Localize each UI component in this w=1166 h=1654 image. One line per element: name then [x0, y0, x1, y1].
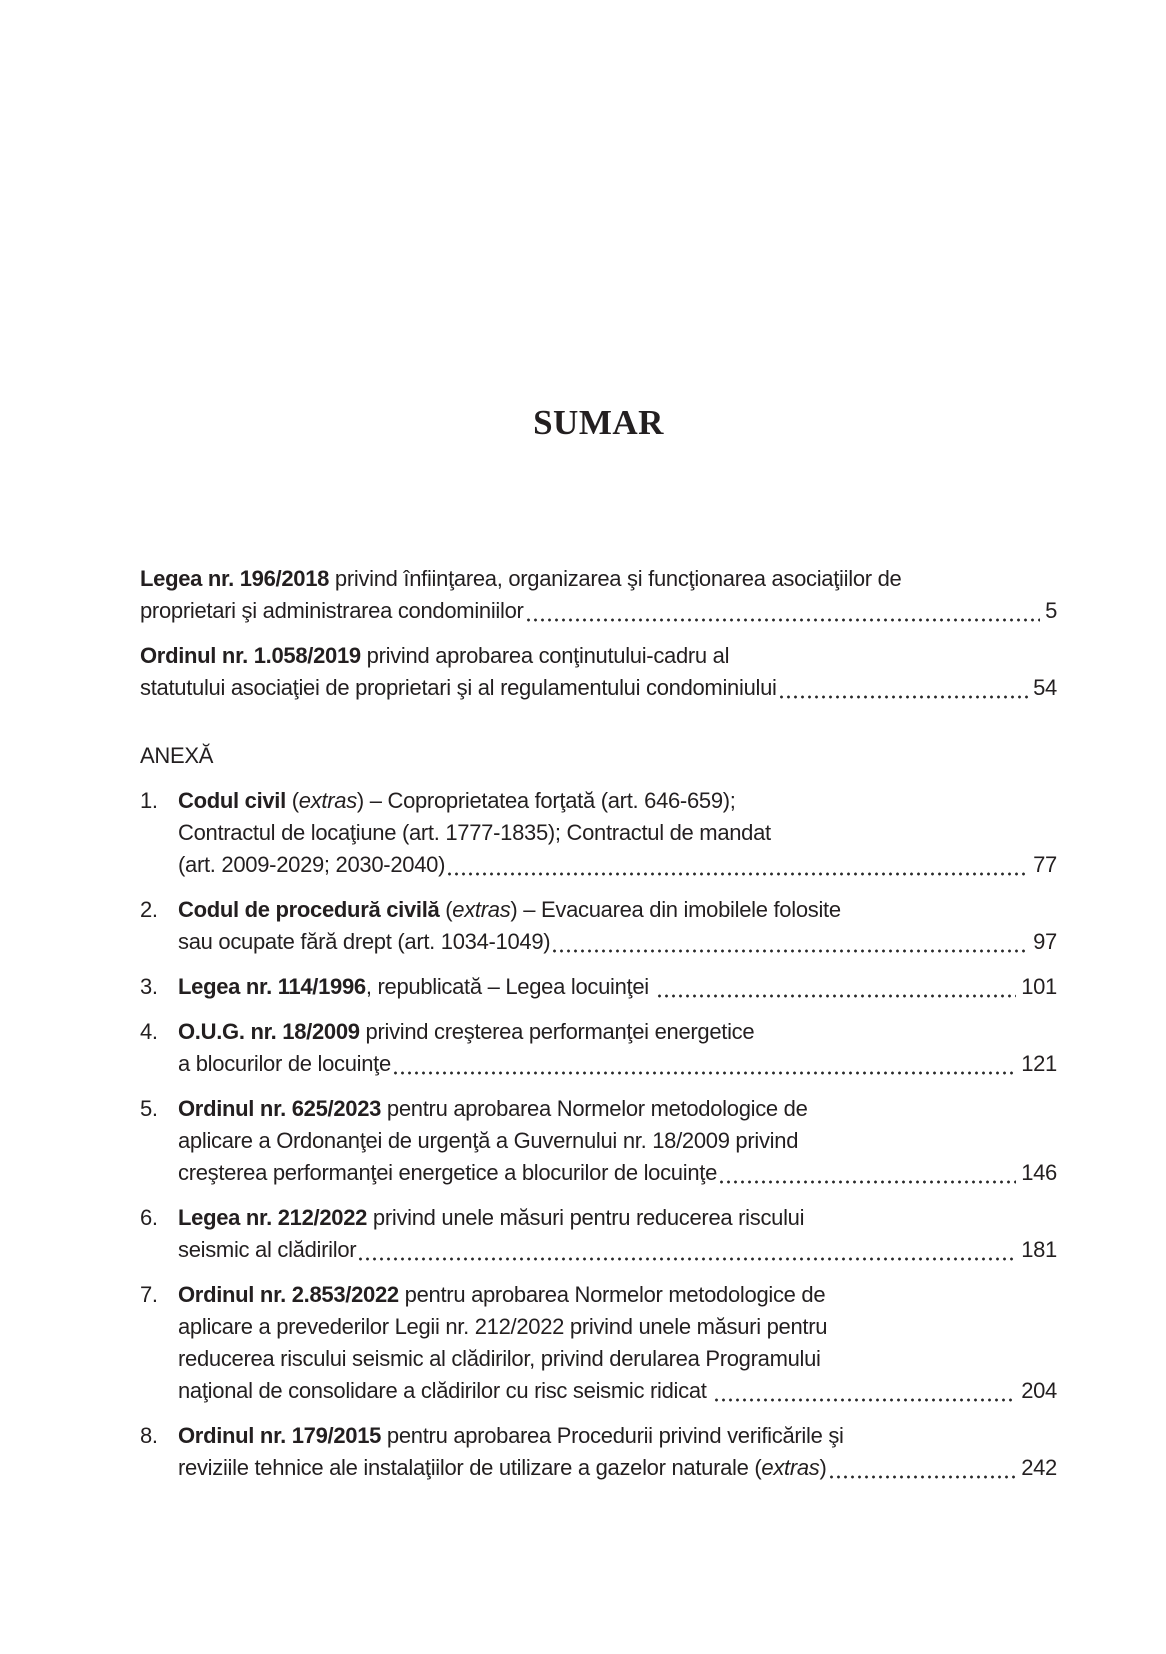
- table-of-contents: [140, 563, 1057, 1484]
- item-line: [178, 1311, 1057, 1343]
- item-line: [178, 1279, 1057, 1311]
- item-text: creşterea performanţei energetice a blocurilor de locuinţe: [178, 1160, 718, 1185]
- item-last-line: [178, 971, 1057, 1003]
- item-text: ): [819, 1455, 827, 1480]
- item-text: pentru aprobarea Normelor metodologice de: [381, 1096, 808, 1121]
- entry-text: statutului asociaţiei de proprietari şi al regulamentului condominiului: [140, 675, 777, 700]
- annex-item: [140, 1279, 1057, 1407]
- item-text: reviziile tehnice ale instalaţiilor de utilizare a gazelor naturale (: [178, 1455, 762, 1480]
- item-term: Codul civil: [178, 788, 286, 813]
- entry-last-line: [140, 672, 1057, 704]
- item-term: Legea nr. 114/1996: [178, 974, 366, 999]
- item-line: [178, 894, 1057, 926]
- item-number: 1.: [140, 788, 158, 813]
- item-content: [178, 971, 1057, 1003]
- page-number: 77: [1033, 852, 1057, 877]
- item-content: [178, 1202, 1057, 1266]
- item-term: Ordinul nr. 625/2023: [178, 1096, 382, 1121]
- page-number: 204: [1021, 1378, 1057, 1403]
- item-text: naţional de consolidare a clădirilor cu risc seismic ridicat: [178, 1378, 713, 1403]
- dot-leader: [448, 872, 1028, 876]
- annex-item: [140, 894, 1057, 958]
- item-content: [178, 1420, 1057, 1484]
- item-text: (art. 2009-2029; 2030-2040): [178, 852, 446, 877]
- item-content: [178, 1016, 1057, 1080]
- item-content: [178, 894, 1057, 958]
- item-last-line: [178, 1234, 1057, 1266]
- item-text: , republicată – Legea locuinţei: [365, 974, 655, 999]
- entry-text: proprietari şi administrarea condominiilor: [140, 598, 524, 623]
- item-text-italic: extras: [452, 897, 511, 922]
- item-last-line: [178, 926, 1057, 958]
- item-content: [178, 1279, 1057, 1407]
- entry-last-line: [140, 595, 1057, 627]
- item-text: privind unele măsuri pentru reducerea riscului: [367, 1205, 805, 1230]
- item-line: [178, 1125, 1057, 1157]
- item-text: a blocurilor de locuinţe: [178, 1051, 391, 1076]
- entry-text: privind înfiinţarea, organizarea şi funcţionarea asociaţiilor de: [329, 566, 902, 591]
- item-term: Ordinul nr. 179/2015: [178, 1423, 382, 1448]
- item-last-line: [178, 1452, 1057, 1484]
- entry-term: Ordinul nr. 1.058/2019: [140, 643, 361, 668]
- page-number: 97: [1033, 929, 1057, 954]
- item-term: O.U.G. nr. 18/2009: [178, 1019, 360, 1044]
- item-term-wrap: [178, 971, 655, 1003]
- annex-item: [140, 1420, 1057, 1484]
- annex-item: [140, 1016, 1057, 1080]
- item-line: [178, 1420, 1057, 1452]
- annex-heading: ANEXĂ: [140, 743, 214, 768]
- page-number: 242: [1021, 1455, 1057, 1480]
- item-term: Codul de procedură civilă: [178, 897, 440, 922]
- page-number: 121: [1021, 1051, 1057, 1076]
- dot-leader: [359, 1257, 1016, 1261]
- entry-line: [140, 563, 1057, 595]
- item-text: privind creşterea performanţei energetice: [359, 1019, 755, 1044]
- item-content: [178, 785, 1057, 881]
- entry-line: [140, 640, 1057, 672]
- item-text: Contractul de locaţiune (art. 1777-1835); Contractul de mandat: [178, 820, 771, 845]
- dot-leader: [720, 1180, 1016, 1184]
- item-line: [178, 1093, 1057, 1125]
- item-term: Ordinul nr. 2.853/2022: [178, 1282, 399, 1307]
- item-text: pentru aprobarea Procedurii privind verificările şi: [381, 1423, 844, 1448]
- item-number: 4.: [140, 1019, 158, 1044]
- page-number: 54: [1033, 675, 1057, 700]
- item-text: (: [285, 788, 299, 813]
- item-number: 5.: [140, 1096, 158, 1121]
- item-line: [178, 817, 1057, 849]
- item-number: 3.: [140, 974, 158, 999]
- item-line: [178, 1202, 1057, 1234]
- item-last-line: [178, 849, 1057, 881]
- page-number: 181: [1021, 1237, 1057, 1262]
- item-text: pentru aprobarea Normelor metodologice de: [398, 1282, 826, 1307]
- dot-leader: [394, 1071, 1016, 1075]
- item-term: Legea nr. 212/2022: [178, 1205, 368, 1230]
- item-number: 2.: [140, 897, 158, 922]
- document-title: SUMAR: [533, 403, 664, 442]
- item-text-italic: extras: [298, 788, 357, 813]
- item-last-line: [178, 1048, 1057, 1080]
- entry-text: privind aprobarea conţinutului-cadru al: [360, 643, 730, 668]
- toc-entry: [140, 563, 1057, 627]
- item-number: 8.: [140, 1423, 158, 1448]
- item-text-italic: extras: [761, 1455, 820, 1480]
- dot-leader: [553, 949, 1028, 953]
- annex-item: [140, 785, 1057, 881]
- annex-item: [140, 971, 1057, 1003]
- dot-leader: [830, 1475, 1017, 1479]
- dot-leader: [780, 695, 1029, 699]
- item-text: ) – Evacuarea din imobilele folosite: [510, 897, 841, 922]
- entry-term: Legea nr. 196/2018: [140, 566, 330, 591]
- page-number: 5: [1045, 598, 1057, 623]
- toc-entry: [140, 640, 1057, 704]
- page-number: 146: [1021, 1160, 1057, 1185]
- item-text-wrap: [178, 1452, 827, 1484]
- dot-leader: [527, 618, 1041, 622]
- dot-leader: [658, 994, 1016, 998]
- item-number: 6.: [140, 1205, 158, 1230]
- item-line: [178, 1016, 1057, 1048]
- item-text: aplicare a Ordonanţei de urgenţă a Guvernului nr. 18/2009 privind: [178, 1128, 799, 1153]
- item-number: 7.: [140, 1282, 158, 1307]
- item-text: ) – Coproprietatea forţată (art. 646-659);: [356, 788, 736, 813]
- annex-item: [140, 1202, 1057, 1266]
- item-text: seismic al clădirilor: [178, 1237, 357, 1262]
- item-text: reducerea riscului seismic al clădirilor, privind derularea Programului: [178, 1346, 821, 1371]
- item-content: [178, 1093, 1057, 1189]
- dot-leader: [715, 1398, 1016, 1402]
- item-text: aplicare a prevederilor Legii nr. 212/2022 privind unele măsuri pentru: [178, 1314, 828, 1339]
- item-line: [178, 785, 1057, 817]
- item-last-line: [178, 1157, 1057, 1189]
- item-last-line: [178, 1375, 1057, 1407]
- item-text: (: [439, 897, 453, 922]
- item-line: [178, 1343, 1057, 1375]
- item-text: sau ocupate fără drept (art. 1034-1049): [178, 929, 551, 954]
- annex-item: [140, 1093, 1057, 1189]
- page-number: 101: [1021, 974, 1057, 999]
